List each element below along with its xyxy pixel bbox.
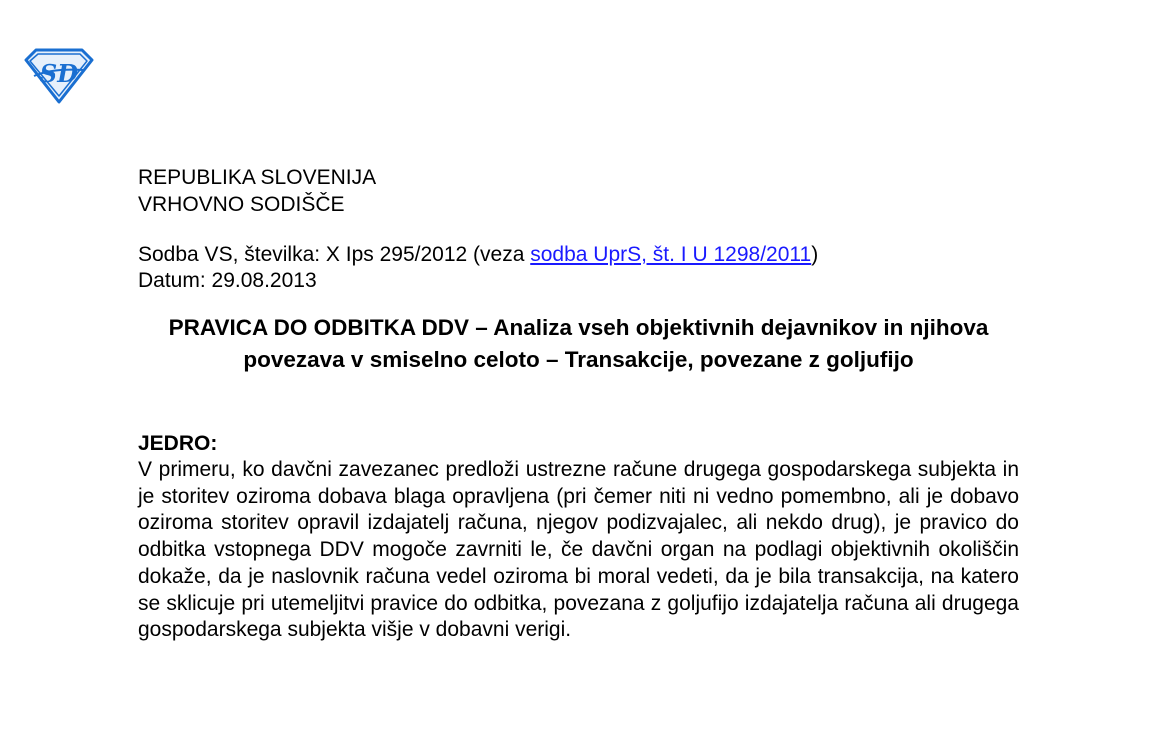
sd-shield-logo-icon (22, 46, 96, 104)
case-reference-suffix: ) (811, 243, 819, 266)
document-title: PRAVICA DO ODBITKA DDV – Analiza vseh objektivnih dejavnikov in njihova povezava v smiselno celoto – Transakcije, povezane z goljufijo (168, 315, 989, 372)
svg-text:SD: SD (39, 59, 79, 88)
judgment-date: Datum: 29.08.2013 (138, 269, 317, 292)
case-reference-prefix: Sodba VS, številka: X Ips 295/2012 (veza (138, 243, 531, 266)
court-name: VRHOVNO SODIŠČE (138, 193, 345, 216)
country-name: REPUBLIKA SLOVENIJA (138, 166, 377, 189)
jedro-heading: JEDRO: (138, 432, 218, 455)
jedro-text: V primeru, ko davčni zavezanec predloži ustrezne račune drugega gospodarskega subjekta in je storitev oziroma dobava blaga opravljena (pri čemer niti ni vedno pomembno, ali je dobavo oziroma storitev opravil izdajatelj računa, njegov podizvajalec, ali nekdo drug), je pravico do odbitka vstopnega DDV mogoče zavrniti le, če davčni organ na podlagi objektivnih okoliščin dokaže, da je naslovnik računa vedel oziroma bi moral vedeti, da je bila transakcija, na katero se sklicuje pri utemeljitvi pravice do odbitka, povezana z goljufijo izdajatelja računa ali drugega gospodarskega subjekta višje v dobavni verigi. (138, 458, 1019, 642)
related-judgment-link[interactable]: sodba UprS, št. I U 1298/2011 (530, 243, 812, 266)
case-reference (138, 242, 1019, 268)
document-body (138, 164, 1019, 644)
